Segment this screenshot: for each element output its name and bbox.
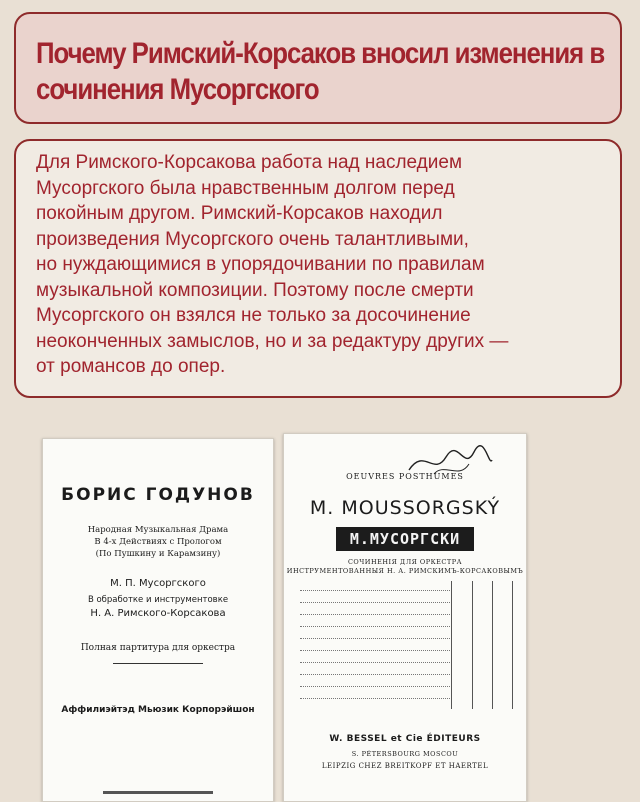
contents-row — [300, 625, 450, 627]
title-card — [14, 12, 622, 124]
score-author-2: В обработке и инструментовке — [87, 595, 229, 605]
divider — [113, 663, 203, 664]
contents-columns — [451, 581, 512, 709]
score-author-3: Н. А. Римского-Корсакова — [90, 608, 226, 619]
contents-row — [300, 685, 450, 687]
score-subtitle-2: В 4-х Действиях с Прологом — [94, 537, 222, 547]
contents-row — [300, 589, 450, 591]
score-top-line: OEUVRES POSTHUMES — [346, 472, 464, 481]
moussorgsky-score-cover-image — [283, 433, 527, 802]
contents-column — [472, 581, 493, 709]
score-city: S. PÉTERSBOURG MOSCOU — [351, 750, 459, 758]
contents-row — [300, 661, 450, 663]
contents-column — [452, 581, 473, 709]
score-banner: М.МУСОРГСКИ — [336, 527, 474, 551]
contents-row — [300, 601, 450, 603]
text-card — [14, 139, 622, 398]
score-author-1: М. П. Мусоргского — [110, 578, 206, 589]
score-contents-table — [300, 581, 512, 713]
contents-row — [300, 697, 450, 699]
contents-row — [300, 613, 450, 615]
score-leipzig: LEIPZIG CHEZ BREITKOPF ET HAERTEL — [321, 762, 489, 770]
score-title: БОРИС ГОДУНОВ — [61, 485, 255, 505]
contents-row — [300, 673, 450, 675]
score-subtitle-3: (По Пушкину и Карамзину) — [95, 549, 221, 559]
score-edition: Полная партитура для оркестра — [80, 643, 236, 653]
score-line-2: ИНСТРУМЕНТОВАННЫЯ Н. А. РИМСКИМЪ-КОРСАКОВЫМЪ — [286, 567, 524, 575]
score-line-1: СОЧИНЕНІЯ ДЛЯ ОРКЕСТРА — [347, 558, 463, 566]
contents-row — [300, 649, 450, 651]
score-publisher: Аффилиэйтэд Мьюзик Корпорэйшон — [61, 705, 255, 715]
score-subtitle-1: Народная Музыкальная Драма — [87, 525, 229, 535]
body-paragraph: Для Римского-Корсакова работа над наследием Мусоргского была нравственным долгом перед покойным другом. Римский-Корсаков находил произведения Мусоргского очень талантливыми, но нуждающимися в упорядочивании по правилам музыкальной композиции. Поэтому после смерти Мусоргского он взялся не только за досочинение неоконченных замыслов, но и за редактуру других — от романсов до опер. — [36, 152, 509, 377]
page-title: Почему Римский-Корсаков вносил изменения в сочинения Мусоргского — [36, 37, 605, 106]
score-publisher: W. BESSEL et Cie ÉDITEURS — [329, 734, 481, 744]
boris-godunov-score-cover-image — [42, 438, 274, 802]
contents-row — [300, 637, 450, 639]
bottom-rule — [103, 791, 213, 794]
contents-column — [492, 581, 513, 709]
score-composer-name: M. MOUSSORGSKÝ — [309, 497, 501, 519]
